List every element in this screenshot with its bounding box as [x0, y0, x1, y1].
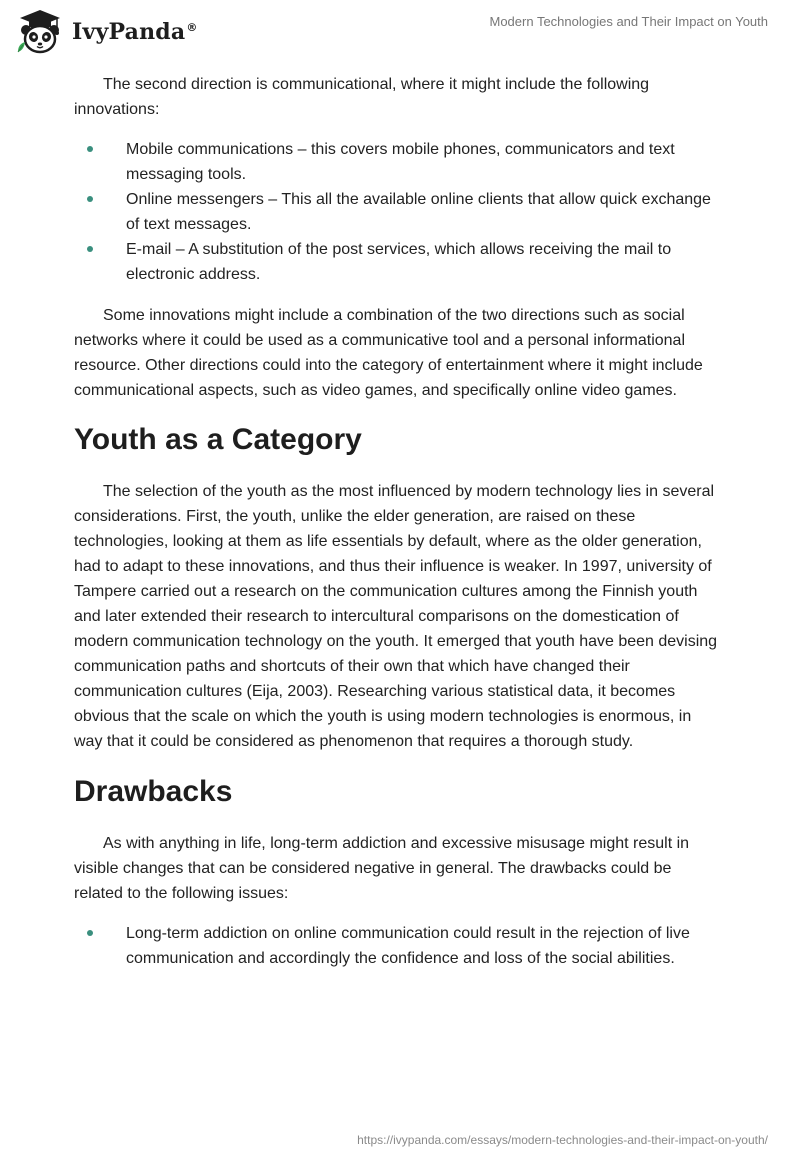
list-item [74, 237, 724, 287]
bullet-list-innovations [74, 137, 724, 287]
paragraph-drawbacks: As with anything in life, long-term addiction and excessive misusage might result in visible changes that can be considered negative in general. The drawbacks could be related to the following issues: [74, 835, 690, 902]
list-item-text: Mobile communications – this covers mobile phones, communicators and text messaging tools. [126, 141, 675, 183]
list-item-text: Online messengers – This all the available online clients that allow quick exchange of text messages. [126, 191, 711, 233]
list-item-text: Long-term addiction on online communication could result in the rejection of live communication and accordingly the confidence and loss of the social abilities. [126, 925, 690, 967]
logo[interactable] [14, 8, 198, 56]
bullet-icon [87, 196, 93, 202]
logo-text: IvyPanda® [72, 19, 198, 45]
list-item-text: E-mail – A substitution of the post services, which allows receiving the mail to electronic address. [126, 241, 672, 283]
bullet-icon [87, 246, 93, 252]
heading-drawbacks: Drawbacks [74, 775, 233, 808]
paragraph-combination: Some innovations might include a combination of the two directions such as social networks where it could be used as a communicative tool and a personal informational resource. Other directions could into the category of entertainment where it might include communicational aspects, such as video games, and specifically online video games. [74, 307, 703, 399]
bullet-icon [87, 930, 93, 936]
bullet-icon [87, 146, 93, 152]
panda-logo-icon [14, 8, 66, 56]
paragraph-youth: The selection of the youth as the most influenced by modern technology lies in several considerations. First, the youth, unlike the elder generation, are raised on these technologies, looking at them as life essentials by default, where as the older generation, had to adapt to these innovations, and thus their influence is weaker. In 1997, university of Tampere carried out a research on the communication cultures among the Finnish youth and later extended their research to intercultural comparisons on the domestication of modern communication technology on the youth. It emerged that youth have been devising communication paths and shortcuts of their own that which have changed their communication cultures (Eija, 2003). Researching various statistical data, it becomes obvious that the scale on which the youth is using modern technologies is enormous, in way that it could be considered as phenomenon that requires a thorough study. [74, 483, 718, 750]
list-item [74, 187, 724, 237]
source-url[interactable]: https://ivypanda.com/essays/modern-technologies-and-their-impact-on-youth/ [357, 1133, 768, 1147]
paragraph-communicational: The second direction is communicational, where it might include the following innovations: [74, 76, 650, 118]
registered-mark: ® [186, 20, 198, 34]
article-body [74, 70, 724, 971]
document-title: Modern Technologies and Their Impact on Youth [489, 14, 768, 29]
list-item [74, 137, 724, 187]
page-header [0, 0, 800, 66]
list-item [74, 921, 724, 971]
bullet-list-drawbacks [74, 921, 724, 971]
heading-youth-category: Youth as a Category [74, 423, 362, 456]
